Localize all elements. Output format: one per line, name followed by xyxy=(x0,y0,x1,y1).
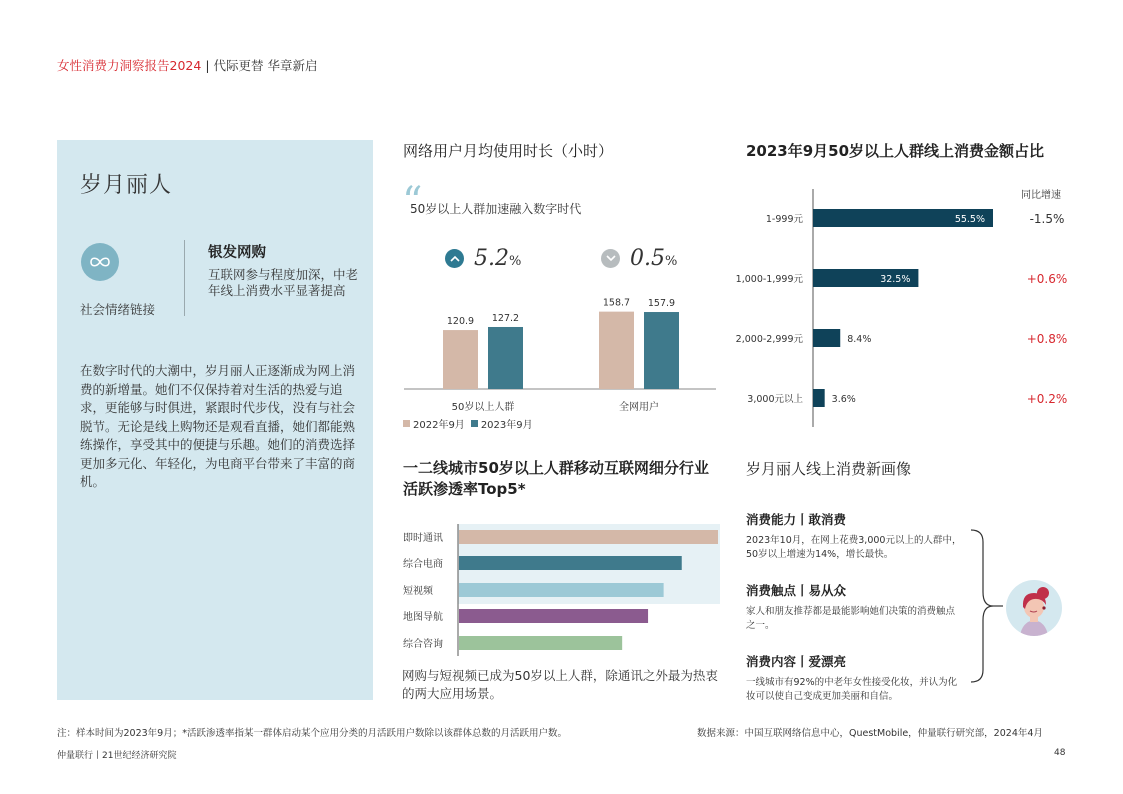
chevron-up-icon xyxy=(445,249,464,268)
change-down-value xyxy=(630,246,677,271)
change-up-number: 5.2 xyxy=(474,246,509,271)
report-name: 女性消费力洞察报告2024 xyxy=(57,58,202,73)
growth-value: +0.2% xyxy=(1026,392,1068,406)
legend-swatch-2023 xyxy=(471,420,478,427)
bar-2023 xyxy=(488,327,523,389)
panel-subtitle-desc: 互联网参与程度加深，中老年线上消费水平显著提高 xyxy=(208,267,359,298)
category-label: 50岁以上人群 xyxy=(451,402,515,413)
data-label: 3.6% xyxy=(831,394,856,405)
portrait-item-head: 消费能力丨敢消费 xyxy=(746,512,847,527)
panel-subtitle: 银发网购 xyxy=(208,245,266,261)
penetration-bar-chart xyxy=(400,520,720,660)
category-label: 3,000元以上 xyxy=(747,394,803,405)
category-label: 综合咨询 xyxy=(403,639,443,650)
portrait-item xyxy=(746,652,964,704)
footnote: 注：样本时间为2023年9月；*活跃渗透率指某一群体启动某个应用分类的月活跃用户数除以该群体总数的月活跃用户数。 xyxy=(57,728,567,739)
quote-mark-icon: “ xyxy=(402,179,423,225)
bar-2022 xyxy=(443,330,478,389)
category-label: 短视频 xyxy=(403,586,433,597)
portrait-item-desc: 家人和朋友推荐都是最能影响她们决策的消费触点之一。 xyxy=(746,606,956,631)
penetration-bar xyxy=(459,609,648,623)
penetration-bar xyxy=(459,530,718,544)
usage-bar-chart xyxy=(400,285,720,415)
portrait-item-head: 消费触点丨易从众 xyxy=(746,583,847,598)
page-number: 48 xyxy=(1054,748,1066,758)
category-label: 综合电商 xyxy=(403,559,443,570)
penetration-chart-title: 一二线城市50岁以上人群移动互联网细分行业活跃渗透率Top5* xyxy=(403,459,709,498)
portrait-item xyxy=(746,510,964,562)
growth-value: +0.8% xyxy=(1026,332,1068,346)
data-source: 数据来源：中国互联网络信息中心，QuestMobile，仲量联行研究部，2024年4月 xyxy=(697,728,1043,739)
portrait-title: 岁月丽人线上消费新画像 xyxy=(746,460,912,478)
change-down-unit: % xyxy=(665,254,678,269)
penetration-bar xyxy=(459,583,664,597)
portrait-item-head: 消费内容丨爱漂亮 xyxy=(746,654,847,669)
chevron-down-icon xyxy=(601,249,620,268)
change-up-unit: % xyxy=(509,254,522,269)
data-label: 127.2 xyxy=(491,312,520,324)
category-label: 全网用户 xyxy=(619,402,659,413)
portrait-item xyxy=(746,581,964,633)
growth-value: +0.6% xyxy=(1026,272,1068,286)
penetration-note: 网购与短视频已成为50岁以上人群，除通讯之外最为热衷的两大应用场景。 xyxy=(402,668,718,701)
data-label: 32.5% xyxy=(880,274,911,285)
panel-body-text: 在数字时代的大潮中，岁月丽人正逐渐成为网上消费的新增量。她们不仅保持着对生活的热爱与追求，更能够与时俱进，紧跟时代步伐，没有与社会脱节。无论是线上购物还是观看直播，她们都能熟练操作，享受其中的便捷与乐趣。她们的消费选择更加多元化、年轻化，为电商平台带来了丰富的商机。 xyxy=(80,363,356,489)
organization: 仲量联行丨21世纪经济研究院 xyxy=(57,751,177,761)
usage-chart-title: 网络用户月均使用时长（小时） xyxy=(403,142,614,160)
category-label: 地图导航 xyxy=(403,612,443,623)
change-down-indicator xyxy=(601,246,677,271)
portrait-item-desc: 一线城市有92%的中老年女性接受化妆，并认为化妆可以使自己变成更加美丽和自信。 xyxy=(746,677,958,702)
woman-avatar-icon xyxy=(1006,580,1062,636)
legend-label-2023: 2023年9月 xyxy=(480,420,533,431)
change-up-indicator xyxy=(445,246,521,271)
penetration-bar xyxy=(459,636,622,650)
data-label: 8.4% xyxy=(847,334,872,345)
penetration-bar xyxy=(459,556,682,570)
icon-label: 社会情绪链接 xyxy=(80,302,156,317)
change-up-value xyxy=(474,246,521,271)
share-bar xyxy=(813,389,825,407)
usage-chart-legend xyxy=(403,416,533,431)
legend-label-2022: 2022年9月 xyxy=(413,420,465,431)
panel-title: 岁月丽人 xyxy=(80,173,173,198)
category-label: 1,000-1,999元 xyxy=(735,274,803,285)
category-label: 即时通讯 xyxy=(403,533,443,544)
data-label: 120.9 xyxy=(446,316,475,328)
category-label: 1-999元 xyxy=(765,214,803,225)
growth-value: -1.5% xyxy=(1029,212,1065,226)
bar-2023 xyxy=(644,312,679,389)
change-down-number: 0.5 xyxy=(630,246,665,271)
left-panel xyxy=(57,140,373,700)
data-label: 55.5% xyxy=(954,214,985,225)
report-subtitle: 代际更替 华章新启 xyxy=(213,58,318,73)
portrait-item-desc: 2023年10月，在网上花费3,000元以上的人群中，50岁以上增速为14%，增长最快。 xyxy=(746,535,962,560)
brace-icon xyxy=(965,528,1005,684)
legend-swatch-2022 xyxy=(403,420,410,427)
data-label: 157.9 xyxy=(647,298,676,310)
panel-divider xyxy=(184,240,185,316)
report-header xyxy=(57,56,318,74)
category-label: 2,000-2,999元 xyxy=(735,334,803,345)
share-bar xyxy=(813,329,840,347)
infinity-icon xyxy=(81,243,119,281)
bar-2022 xyxy=(599,312,634,389)
data-label: 158.7 xyxy=(602,297,631,309)
usage-tagline: 50岁以上人群加速融入数字时代 xyxy=(410,202,582,216)
header-separator: | xyxy=(205,58,210,73)
spending-chart-title: 2023年9月50岁以上人群线上消费金额占比 xyxy=(746,142,1045,160)
growth-header: 同比增速 xyxy=(1021,190,1061,201)
spending-share-chart xyxy=(735,183,1080,431)
